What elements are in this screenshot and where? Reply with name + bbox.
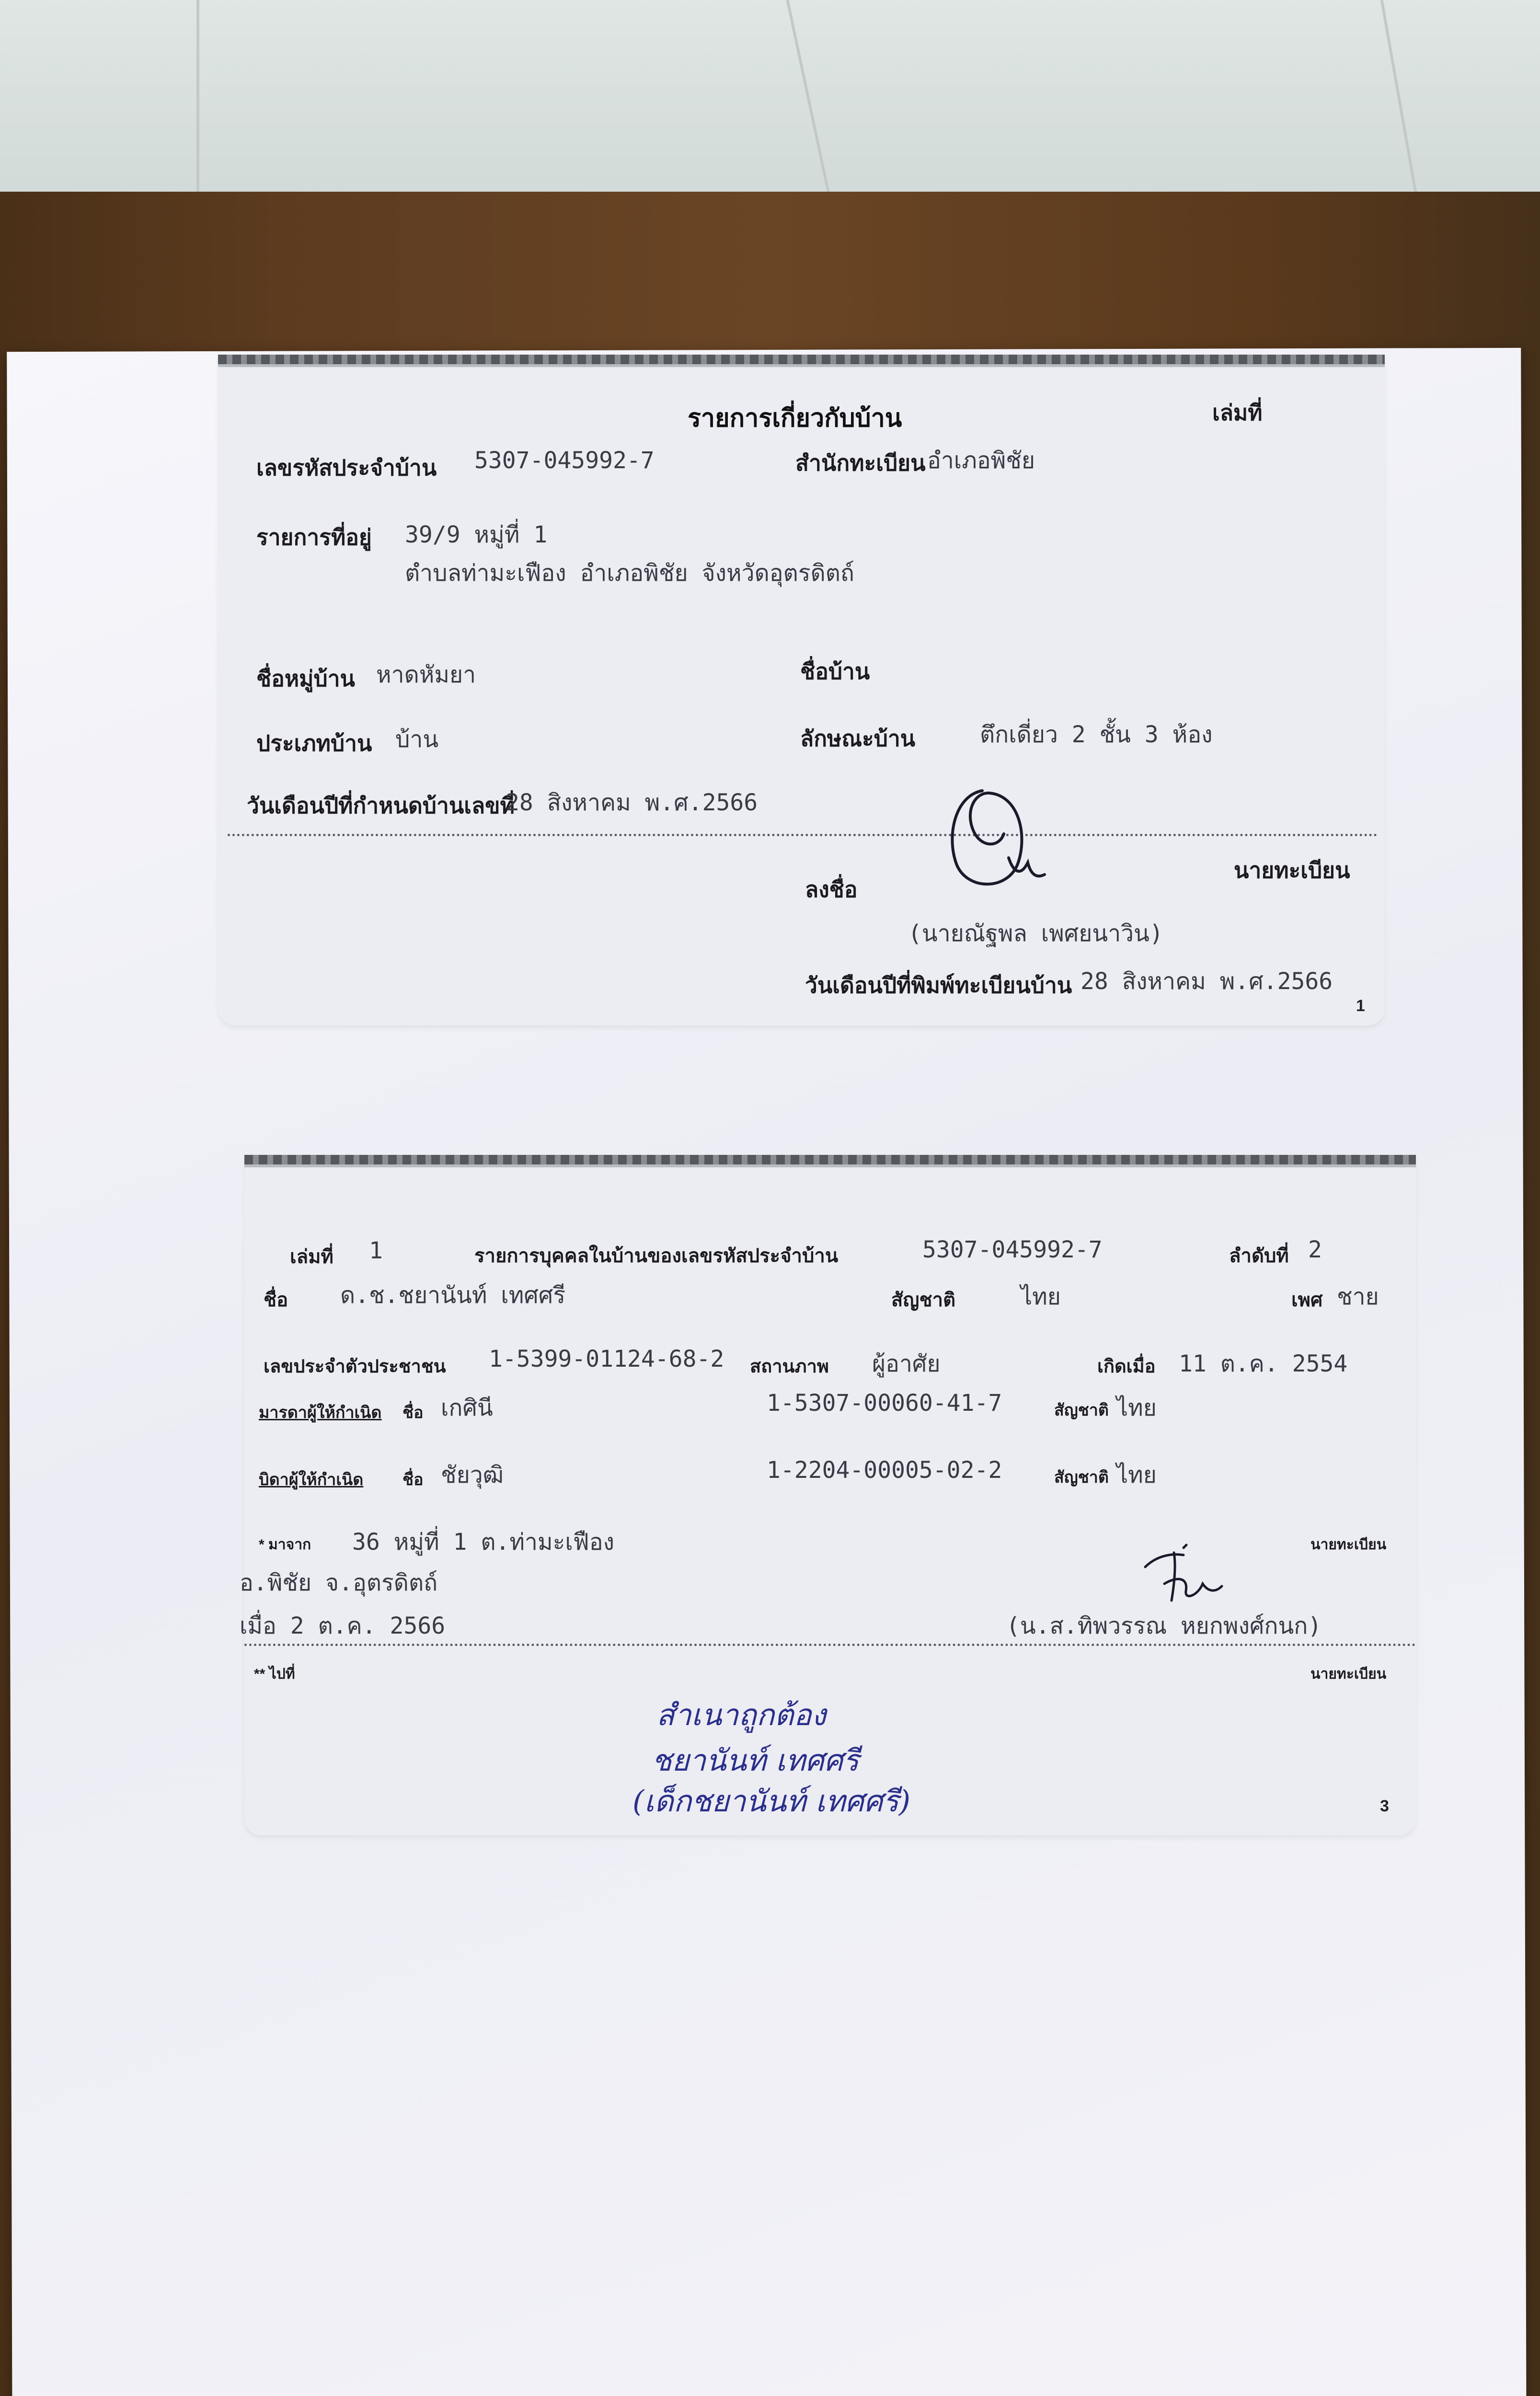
father-nationality-value: ไทย xyxy=(1116,1462,1157,1488)
name-label: ชื่อ xyxy=(264,1290,288,1311)
birth-label: เกิดเมื่อ xyxy=(1097,1357,1156,1377)
mother-nationality-label: สัญชาติ xyxy=(1054,1401,1109,1419)
registrar-title-2: นายทะเบียน xyxy=(1310,1666,1387,1682)
name-value: ด.ช.ชยานันท์ เทศศรี xyxy=(340,1282,566,1309)
handwritten-certified-copy: สำเนาถูกต้อง xyxy=(656,1697,826,1732)
moved-from-label: * มาจาก xyxy=(259,1537,311,1553)
print-date-value: 28 สิงหาคม พ.ศ.2566 xyxy=(1080,968,1333,995)
mother-id-value: 1-5307-00060-41-7 xyxy=(767,1390,1002,1417)
house-code-label: เลขรหัสประจำบ้าน xyxy=(256,455,437,480)
mother-name-value: เกศินี xyxy=(441,1394,493,1421)
registrar-title-1: นายทะเบียน xyxy=(1310,1537,1387,1553)
moved-from-line-3: เมื่อ 2 ต.ค. 2566 xyxy=(240,1613,446,1639)
address-line-2: ตำบลท่ามะเฟือง อำเภอพิชัย จังหวัดอุตรดิตถ์ xyxy=(405,560,854,587)
address-label: รายการที่อยู่ xyxy=(256,525,372,550)
order-label: ลำดับที่ xyxy=(1229,1245,1289,1267)
father-name-value: ชัยวุฒิ xyxy=(441,1462,504,1488)
house-type-label: ประเภทบ้าน xyxy=(256,731,372,756)
id-label: เลขประจำตัวประชาชน xyxy=(264,1357,446,1377)
status-value: ผู้อาศัย xyxy=(872,1350,941,1377)
order-value: 2 xyxy=(1308,1236,1322,1263)
book-value: 1 xyxy=(369,1237,383,1264)
dotted-divider xyxy=(228,834,1378,836)
house-style-label: ลักษณะบ้าน xyxy=(800,726,916,751)
father-label: บิดาผู้ให้กำเนิด xyxy=(259,1471,364,1489)
registrar-name: (นายณัฐพล เพศยนาวิน) xyxy=(908,920,1163,947)
address-line-1: 39/9 หมู่ที่ 1 xyxy=(405,521,548,548)
book-label: เล่มที่ xyxy=(290,1246,333,1267)
registrar-signature xyxy=(937,776,1052,901)
book-label: เล่มที่ xyxy=(1212,400,1263,425)
father-nationality-label: สัญชาติ xyxy=(1054,1468,1109,1486)
moved-from-line-2: อ.พิชัย จ.อุตรดิตถ์ xyxy=(240,1569,438,1596)
house-code-value: 5307-045992-7 xyxy=(474,447,655,474)
registry-office-value: อำเภอพิชัย xyxy=(927,447,1035,474)
registrar-name-2: (น.ส.ทิพวรรณ หยกพงศ์กนก) xyxy=(1006,1613,1322,1639)
house-details-card xyxy=(218,355,1385,1025)
registry-office-label: สำนักทะเบียน xyxy=(795,450,926,475)
page-number: 1 xyxy=(1356,997,1365,1015)
father-id-value: 1-2204-00005-02-2 xyxy=(767,1457,1002,1484)
id-value: 1-5399-01124-68-2 xyxy=(489,1346,724,1372)
card-title: รายการบุคคลในบ้านของเลขรหัสประจำบ้าน xyxy=(474,1245,839,1267)
house-type-value: บ้าน xyxy=(395,726,439,753)
father-name-label: ชื่อ xyxy=(402,1471,424,1489)
mother-name-label: ชื่อ xyxy=(402,1404,424,1422)
perforated-edge xyxy=(218,355,1385,364)
status-label: สถานภาพ xyxy=(750,1357,829,1377)
sign-label: ลงชื่อ xyxy=(805,877,858,902)
moved-from-line-1: 36 หมู่ที่ 1 ต.ท่ามะเฟือง xyxy=(352,1529,615,1555)
handwritten-signature: ชยานันท์ เทศศรี xyxy=(652,1743,859,1778)
perforated-edge-shadow xyxy=(244,1164,1416,1167)
person-details-card xyxy=(240,1155,1416,1835)
house-style-value: ตึกเดี่ยว 2 ชั้น 3 ห้อง xyxy=(980,721,1213,748)
card-title: รายการเกี่ยวกับบ้าน xyxy=(688,404,902,432)
print-date-label: วันเดือนปีที่พิมพ์ทะเบียนบ้าน xyxy=(805,973,1072,998)
sex-label: เพศ xyxy=(1291,1290,1323,1311)
village-value: หาดหัมยา xyxy=(376,661,476,688)
perforated-edge xyxy=(244,1155,1416,1164)
mother-label: มารดาผู้ให้กำเนิด xyxy=(259,1404,382,1422)
nationality-value: ไทย xyxy=(1021,1283,1061,1310)
village-label: ชื่อหมู่บ้าน xyxy=(256,666,355,691)
assigned-date-label: วันเดือนปีที่กำหนดบ้านเลขที่ xyxy=(247,793,515,818)
mother-nationality-value: ไทย xyxy=(1116,1394,1157,1421)
page-number: 3 xyxy=(1380,1797,1389,1815)
sex-value: ชาย xyxy=(1337,1283,1379,1310)
moved-to-label: ** ไปที่ xyxy=(254,1666,295,1682)
registrar-title: นายทะเบียน xyxy=(1234,858,1350,883)
birth-value: 11 ต.ค. 2554 xyxy=(1179,1350,1348,1377)
dotted-divider xyxy=(244,1644,1416,1646)
handwritten-full-name: (เด็กชยานันท์ เทศศรี) xyxy=(632,1784,911,1819)
house-code-value: 5307-045992-7 xyxy=(922,1236,1103,1263)
nationality-label: สัญชาติ xyxy=(891,1290,956,1311)
assigned-date-value: 28 สิงหาคม พ.ศ.2566 xyxy=(506,789,758,816)
registrar-signature-2 xyxy=(1131,1538,1227,1610)
perforated-edge-shadow xyxy=(218,364,1385,367)
house-name-label: ชื่อบ้าน xyxy=(800,659,870,684)
